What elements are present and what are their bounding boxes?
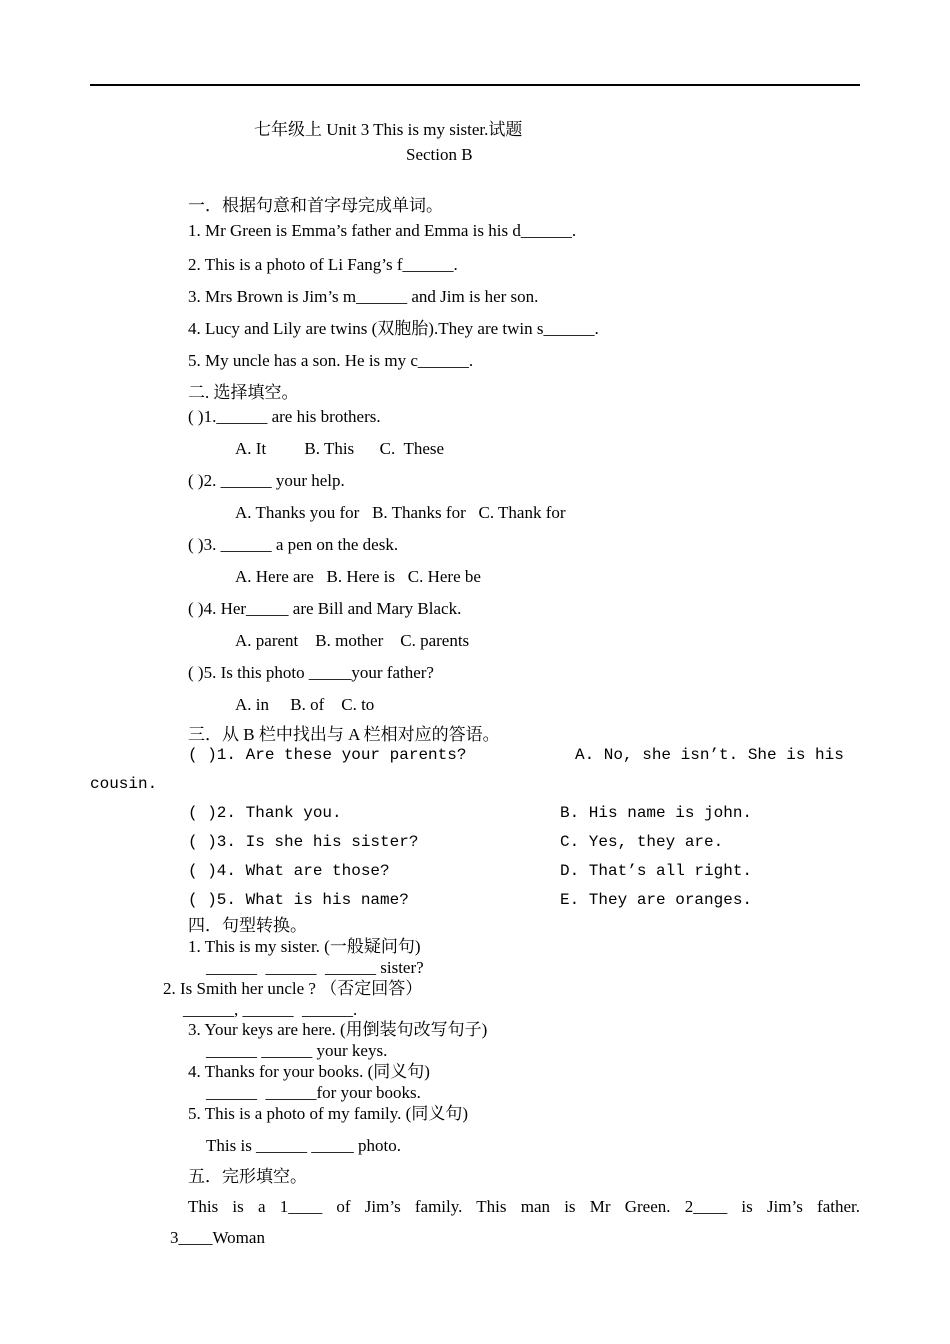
s4-answer-3: ______ ______ your keys.	[206, 1041, 388, 1060]
s3-b-e: E. They are oranges.	[560, 891, 753, 909]
s4-item-1: 1. This is my sister. (一般疑问句)	[188, 937, 421, 956]
s1-item-2: 2. This is a photo of Li Fang’s f______.	[188, 255, 458, 274]
s1-item-1: 1. Mr Green is Emma’s father and Emma is his d______.	[188, 221, 577, 240]
s2-options-1: A. It B. This C. These	[235, 439, 445, 458]
header-rule	[90, 84, 860, 86]
s2-question-5: ( )5. Is this photo _____your father?	[188, 663, 434, 682]
s3-b-d: D. That’s all right.	[560, 862, 753, 880]
s4-answer-1: ______ ______ ______ sister?	[206, 958, 424, 977]
s2-options-3: A. Here are B. Here is C. Here be	[235, 567, 481, 586]
s2-question-2: ( )2. ______ your help.	[188, 471, 345, 490]
s2-question-4: ( )4. Her_____ are Bill and Mary Black.	[188, 599, 462, 618]
s5-paragraph-line-1: This is a 1____ of Jim’s family. This man is Mr Green. 2____ is Jim’s father.	[188, 1197, 860, 1216]
s3-b-a: A. No, she isn’t. She is his	[575, 746, 844, 764]
s1-item-4: 4. Lucy and Lily are twins (双胞胎).They are twin s______.	[188, 319, 599, 338]
s2-question-3: ( )3. ______ a pen on the desk.	[188, 535, 399, 554]
s1-item-3: 3. Mrs Brown is Jim’s m______ and Jim is her son.	[188, 287, 539, 306]
s4-item-4: 4. Thanks for your books. (同义句)	[188, 1062, 430, 1081]
section-5-heading: 五．完形填空。	[188, 1167, 307, 1186]
s4-item-5: 5. This is a photo of my family. (同义句)	[188, 1104, 469, 1123]
page-subtitle: Section B	[406, 145, 473, 164]
s4-item-3: 3. Your keys are here. (用倒装句改写句子)	[188, 1020, 488, 1039]
section-4-heading: 四．句型转换。	[188, 916, 307, 935]
section-3-heading: 三．从 B 栏中找出与 A 栏相对应的答语。	[188, 725, 500, 744]
s3-a-3: ( )3. Is she his sister?	[188, 833, 419, 851]
s3-b-a-continued: cousin.	[90, 775, 158, 793]
s4-answer-5: This is ______ _____ photo.	[206, 1136, 402, 1155]
s5-paragraph-line-2: 3____Woman	[170, 1228, 265, 1247]
s3-b-b: B. His name is john.	[560, 804, 753, 822]
section-1-heading: 一．根据句意和首字母完成单词。	[188, 196, 443, 215]
s1-item-5: 5. My uncle has a son. He is my c______.	[188, 351, 474, 370]
page-title: 七年级上 Unit 3 This is my sister.试题	[254, 120, 523, 139]
s3-a-1: ( )1. Are these your parents?	[188, 746, 467, 764]
s4-answer-2: ______, ______ ______.	[183, 1000, 358, 1019]
s4-item-2: 2. Is Smith her uncle ? （否定回答）	[163, 979, 423, 998]
s3-a-4: ( )4. What are those?	[188, 862, 390, 880]
s3-a-5: ( )5. What is his name?	[188, 891, 409, 909]
s2-options-4: A. parent B. mother C. parents	[235, 631, 470, 650]
s3-b-c: C. Yes, they are.	[560, 833, 724, 851]
s2-question-1: ( )1.______ are his brothers.	[188, 407, 381, 426]
s2-options-2: A. Thanks you for B. Thanks for C. Thank for	[235, 503, 566, 522]
section-2-heading: 二. 选择填空。	[188, 383, 299, 402]
s2-options-5: A. in B. of C. to	[235, 695, 375, 714]
s4-answer-4: ______ ______for your books.	[206, 1083, 421, 1102]
s3-a-2: ( )2. Thank you.	[188, 804, 342, 822]
